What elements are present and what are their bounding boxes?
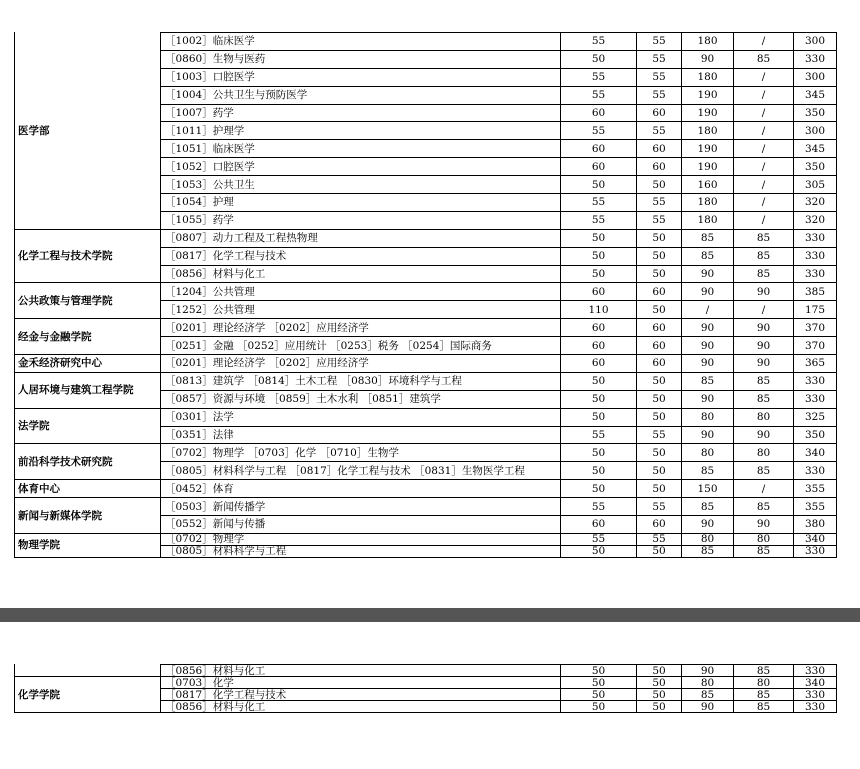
score-cell: / — [734, 480, 794, 498]
score-cell: 190 — [682, 86, 734, 104]
score-cell: 380 — [794, 516, 837, 534]
score-cell: 190 — [682, 158, 734, 176]
score-cell: 55 — [561, 194, 637, 212]
score-cell: 330 — [794, 372, 837, 390]
score-cell: 325 — [794, 408, 837, 426]
score-cell: 50 — [637, 176, 682, 194]
score-cell: 355 — [794, 480, 837, 498]
score-cell: 50 — [637, 665, 682, 677]
score-cell: 50 — [561, 444, 637, 462]
score-cell: 50 — [637, 301, 682, 319]
major-cell: ［0201］理论经济学 ［0202］应用经济学 — [161, 319, 561, 337]
score-cell: 55 — [637, 68, 682, 86]
score-cell: 330 — [794, 689, 837, 701]
score-cell: 180 — [682, 194, 734, 212]
score-cell: 85 — [734, 372, 794, 390]
score-cell: 90 — [682, 319, 734, 337]
table-row — [15, 444, 837, 462]
table-row — [15, 533, 837, 545]
score-cell: 80 — [682, 533, 734, 545]
department-cell: 经金与金融学院 — [15, 319, 161, 355]
score-cell: 300 — [794, 122, 837, 140]
major-cell: ［0702］物理学 ［0703］化学 ［0710］生物学 — [161, 444, 561, 462]
score-cell: 330 — [794, 229, 837, 247]
score-cell: 190 — [682, 104, 734, 122]
page-divider — [0, 608, 860, 622]
score-cell: 90 — [734, 426, 794, 444]
score-cell: 330 — [794, 545, 837, 557]
score-cell: 50 — [561, 372, 637, 390]
score-cell: 330 — [794, 390, 837, 408]
score-cell: 50 — [637, 462, 682, 480]
score-cell: 50 — [637, 408, 682, 426]
score-cell: 90 — [682, 265, 734, 283]
score-cell: 90 — [734, 337, 794, 355]
score-cell: / — [734, 33, 794, 51]
score-cell: 60 — [561, 355, 637, 373]
score-cell: 60 — [561, 104, 637, 122]
score-cell: 320 — [794, 194, 837, 212]
score-cell: 60 — [637, 283, 682, 301]
score-cell: 60 — [637, 319, 682, 337]
major-cell: ［1003］口腔医学 — [161, 68, 561, 86]
score-cell: 85 — [682, 462, 734, 480]
score-cell: 50 — [637, 701, 682, 713]
major-cell: ［0856］材料与化工 — [161, 665, 561, 677]
score-cell: 60 — [561, 158, 637, 176]
score-cell: 50 — [637, 229, 682, 247]
table-row — [15, 480, 837, 498]
score-cell: 340 — [794, 677, 837, 689]
score-cell: 80 — [734, 677, 794, 689]
department-cell — [15, 665, 161, 677]
major-cell: ［0817］化学工程与技术 — [161, 689, 561, 701]
major-cell: ［1053］公共卫生 — [161, 176, 561, 194]
score-cell: 85 — [734, 665, 794, 677]
score-cell: 55 — [561, 33, 637, 51]
score-cell: 55 — [637, 86, 682, 104]
score-cell: 80 — [734, 533, 794, 545]
score-cell: 85 — [734, 265, 794, 283]
major-cell: ［0452］体育 — [161, 480, 561, 498]
score-cell: / — [734, 68, 794, 86]
score-cell: 55 — [561, 86, 637, 104]
score-cell: 180 — [682, 122, 734, 140]
major-cell: ［0805］材料科学与工程 ［0817］化学工程与技术 ［0831］生物医学工程 — [161, 462, 561, 480]
score-cell: 50 — [561, 689, 637, 701]
major-cell: ［0703］化学 — [161, 677, 561, 689]
score-cell: 180 — [682, 33, 734, 51]
score-cell: 330 — [794, 462, 837, 480]
table-row — [15, 677, 837, 689]
major-cell: ［1011］护理学 — [161, 122, 561, 140]
major-cell: ［1052］口腔医学 — [161, 158, 561, 176]
score-cell: 85 — [682, 689, 734, 701]
score-cell: 80 — [682, 444, 734, 462]
score-cell: 55 — [637, 122, 682, 140]
score-cell: 60 — [637, 158, 682, 176]
score-cell: 85 — [682, 229, 734, 247]
score-cell: 60 — [637, 140, 682, 158]
score-cell: 90 — [682, 355, 734, 373]
score-cell: 50 — [561, 677, 637, 689]
table-row — [15, 33, 837, 51]
score-cell: 60 — [561, 140, 637, 158]
score-table-bottom — [14, 664, 837, 713]
department-cell: 法学院 — [15, 408, 161, 444]
score-cell: 365 — [794, 355, 837, 373]
major-cell: ［0351］法律 — [161, 426, 561, 444]
major-cell: ［0552］新闻与传播 — [161, 516, 561, 534]
department-cell: 人居环境与建筑工程学院 — [15, 372, 161, 408]
score-cell: 55 — [637, 194, 682, 212]
score-cell: 60 — [561, 516, 637, 534]
score-cell: 50 — [561, 701, 637, 713]
major-cell: ［1051］临床医学 — [161, 140, 561, 158]
score-cell: 50 — [637, 480, 682, 498]
major-cell: ［0702］物理学 — [161, 533, 561, 545]
score-cell: 370 — [794, 337, 837, 355]
score-cell: 55 — [637, 533, 682, 545]
score-cell: 85 — [734, 545, 794, 557]
score-cell: 50 — [637, 372, 682, 390]
score-cell: 60 — [561, 283, 637, 301]
score-cell: / — [734, 211, 794, 229]
major-cell: ［1252］公共管理 — [161, 301, 561, 319]
score-cell: 50 — [637, 265, 682, 283]
score-cell: 85 — [734, 50, 794, 68]
score-cell: 50 — [561, 390, 637, 408]
score-cell: 110 — [561, 301, 637, 319]
score-cell: 50 — [561, 462, 637, 480]
score-cell: 85 — [734, 701, 794, 713]
score-cell: 50 — [637, 247, 682, 265]
score-cell: 55 — [561, 498, 637, 516]
table-row — [15, 372, 837, 390]
major-cell: ［1004］公共卫生与预防医学 — [161, 86, 561, 104]
score-cell: 55 — [561, 426, 637, 444]
score-cell: / — [682, 301, 734, 319]
score-cell: / — [734, 104, 794, 122]
major-cell: ［1055］药学 — [161, 211, 561, 229]
department-cell: 化学学院 — [15, 677, 161, 713]
score-cell: 90 — [682, 426, 734, 444]
score-cell: 330 — [794, 665, 837, 677]
major-cell: ［0817］化学工程与技术 — [161, 247, 561, 265]
score-cell: 330 — [794, 50, 837, 68]
score-cell: 80 — [682, 408, 734, 426]
major-cell: ［0856］材料与化工 — [161, 701, 561, 713]
score-table-body — [15, 665, 837, 713]
score-cell: 55 — [637, 498, 682, 516]
score-cell: 345 — [794, 140, 837, 158]
score-cell: / — [734, 140, 794, 158]
score-cell: 180 — [682, 211, 734, 229]
score-cell: 90 — [682, 50, 734, 68]
score-cell: 90 — [734, 355, 794, 373]
score-cell: / — [734, 158, 794, 176]
score-cell: 85 — [682, 545, 734, 557]
department-cell: 医学部 — [15, 33, 161, 230]
score-cell: 60 — [637, 337, 682, 355]
score-cell: 90 — [682, 516, 734, 534]
table-row — [15, 319, 837, 337]
score-cell: 90 — [734, 516, 794, 534]
score-cell: 55 — [561, 211, 637, 229]
major-cell: ［0807］动力工程及工程热物理 — [161, 229, 561, 247]
score-cell: / — [734, 86, 794, 104]
score-cell: 300 — [794, 33, 837, 51]
score-cell: 85 — [734, 390, 794, 408]
score-cell: 85 — [734, 229, 794, 247]
score-cell: 55 — [637, 50, 682, 68]
table-row — [15, 229, 837, 247]
score-cell: 50 — [561, 229, 637, 247]
major-cell: ［0856］材料与化工 — [161, 265, 561, 283]
score-cell: 85 — [682, 247, 734, 265]
score-cell: 50 — [561, 247, 637, 265]
score-cell: 150 — [682, 480, 734, 498]
major-cell: ［1002］临床医学 — [161, 33, 561, 51]
score-cell: 190 — [682, 140, 734, 158]
score-cell: 330 — [794, 265, 837, 283]
major-cell: ［0813］建筑学 ［0814］土木工程 ［0830］环境科学与工程 — [161, 372, 561, 390]
table-row — [15, 665, 837, 677]
score-cell: 80 — [734, 444, 794, 462]
major-cell: ［0805］材料科学与工程 — [161, 545, 561, 557]
score-cell: 60 — [561, 337, 637, 355]
score-cell: 85 — [682, 372, 734, 390]
score-cell: 305 — [794, 176, 837, 194]
score-cell: 160 — [682, 176, 734, 194]
score-cell: 50 — [637, 390, 682, 408]
score-cell: 300 — [794, 68, 837, 86]
score-cell: 55 — [637, 426, 682, 444]
score-cell: 90 — [682, 390, 734, 408]
score-cell: 50 — [561, 408, 637, 426]
score-cell: 55 — [561, 68, 637, 86]
score-cell: / — [734, 176, 794, 194]
score-cell: 80 — [682, 677, 734, 689]
score-cell: 60 — [637, 104, 682, 122]
department-cell: 体育中心 — [15, 480, 161, 498]
score-cell: 320 — [794, 211, 837, 229]
score-cell: 55 — [561, 122, 637, 140]
score-cell: 50 — [637, 677, 682, 689]
score-cell: 60 — [637, 355, 682, 373]
department-cell: 新闻与新媒体学院 — [15, 498, 161, 534]
table-row — [15, 498, 837, 516]
score-cell: 90 — [682, 701, 734, 713]
score-cell: 355 — [794, 498, 837, 516]
score-cell: 370 — [794, 319, 837, 337]
major-cell: ［0857］资源与环境 ［0859］土木水利 ［0851］建筑学 — [161, 390, 561, 408]
major-cell: ［0860］生物与医药 — [161, 50, 561, 68]
score-cell: 350 — [794, 104, 837, 122]
score-cell: 50 — [561, 665, 637, 677]
score-cell: 80 — [734, 408, 794, 426]
score-cell: 50 — [561, 545, 637, 557]
score-cell: 90 — [682, 337, 734, 355]
score-cell: 345 — [794, 86, 837, 104]
score-cell: 90 — [682, 283, 734, 301]
score-cell: 60 — [561, 319, 637, 337]
department-cell: 前沿科学技术研究院 — [15, 444, 161, 480]
score-cell: 50 — [561, 176, 637, 194]
score-cell: / — [734, 122, 794, 140]
score-cell: 180 — [682, 68, 734, 86]
score-cell: 55 — [637, 211, 682, 229]
department-cell: 金禾经济研究中心 — [15, 355, 161, 373]
score-table-body — [15, 33, 837, 558]
department-cell: 化学工程与技术学院 — [15, 229, 161, 283]
score-cell: 55 — [637, 33, 682, 51]
major-cell: ［0251］金融 ［0252］应用统计 ［0253］税务 ［0254］国际商务 — [161, 337, 561, 355]
major-cell: ［1054］护理 — [161, 194, 561, 212]
score-cell: 385 — [794, 283, 837, 301]
score-cell: 50 — [637, 689, 682, 701]
score-cell: 340 — [794, 533, 837, 545]
score-cell: 60 — [637, 516, 682, 534]
score-cell: 330 — [794, 247, 837, 265]
score-cell: 85 — [682, 498, 734, 516]
score-cell: 50 — [561, 480, 637, 498]
major-cell: ［0503］新闻传播学 — [161, 498, 561, 516]
score-cell: 330 — [794, 701, 837, 713]
score-cell: 50 — [561, 265, 637, 283]
score-cell: 90 — [734, 319, 794, 337]
major-cell: ［0301］法学 — [161, 408, 561, 426]
score-cell: 350 — [794, 158, 837, 176]
score-cell: 85 — [734, 689, 794, 701]
score-cell: 350 — [794, 426, 837, 444]
department-cell: 物理学院 — [15, 533, 161, 557]
major-cell: ［0201］理论经济学 ［0202］应用经济学 — [161, 355, 561, 373]
table-row — [15, 355, 837, 373]
score-cell: 90 — [682, 665, 734, 677]
score-cell: 50 — [637, 545, 682, 557]
score-cell: 175 — [794, 301, 837, 319]
major-cell: ［1007］药学 — [161, 104, 561, 122]
department-cell: 公共政策与管理学院 — [15, 283, 161, 319]
score-cell: / — [734, 301, 794, 319]
score-cell: 340 — [794, 444, 837, 462]
score-cell: 85 — [734, 247, 794, 265]
score-cell: 50 — [561, 50, 637, 68]
major-cell: ［1204］公共管理 — [161, 283, 561, 301]
score-cell: 85 — [734, 498, 794, 516]
table-row — [15, 283, 837, 301]
score-cell: 85 — [734, 462, 794, 480]
score-cell: 50 — [637, 444, 682, 462]
table-row — [15, 408, 837, 426]
score-table-top — [14, 32, 837, 558]
pdf-page-bottom — [0, 622, 860, 769]
score-cell: 55 — [561, 533, 637, 545]
score-cell: 90 — [734, 283, 794, 301]
score-cell: / — [734, 194, 794, 212]
